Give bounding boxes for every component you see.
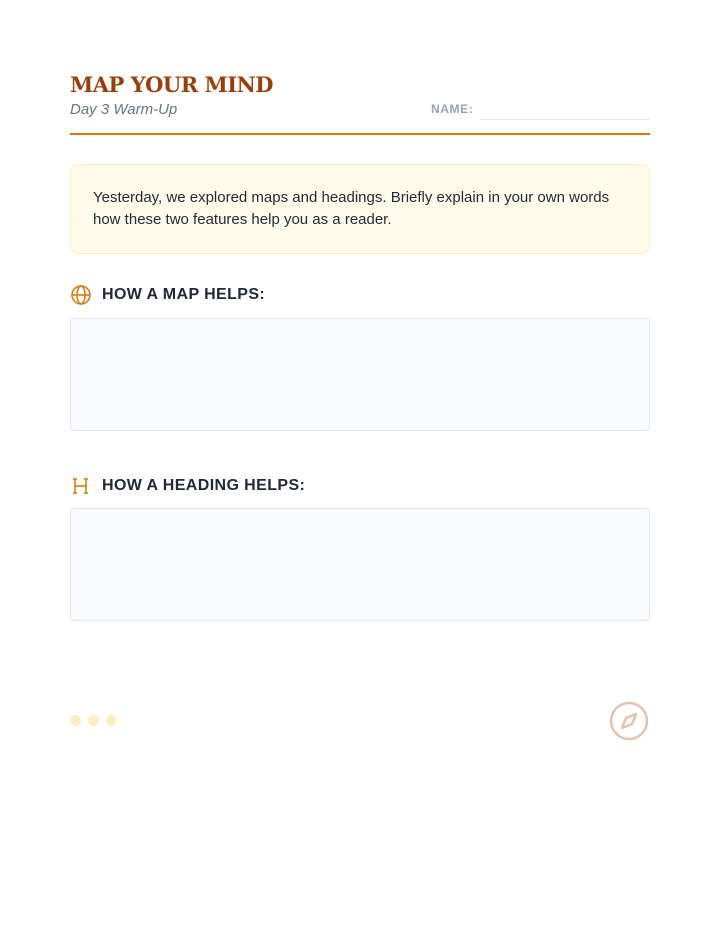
prompt-text: Yesterday, we explored maps and headings. Briefly explain in your own words how these two features help you as a reader. — [93, 189, 610, 228]
dot — [88, 715, 99, 726]
worksheet-page — [70, 0, 650, 932]
header-divider — [70, 133, 650, 135]
compass-icon — [608, 700, 650, 742]
heading-answer-field[interactable] — [70, 508, 650, 621]
dots-decoration — [70, 715, 130, 727]
page-subtitle: Day 3 Warm-Up — [70, 101, 178, 118]
section-heading-label: HOW A HEADING HELPS: — [102, 477, 306, 494]
name-label: NAME: — [431, 102, 474, 116]
section-map-heading — [70, 284, 650, 308]
dot — [70, 715, 81, 726]
heading-h-icon — [70, 475, 92, 497]
name-field[interactable] — [480, 102, 650, 120]
globe-icon — [70, 284, 92, 306]
map-answer-field[interactable] — [70, 318, 650, 431]
section-heading-heading — [70, 475, 650, 499]
page-title: MAP YOUR MIND — [70, 72, 273, 97]
section-map-label: HOW A MAP HELPS: — [102, 286, 266, 303]
prompt-box — [70, 164, 650, 254]
dot — [106, 715, 117, 726]
